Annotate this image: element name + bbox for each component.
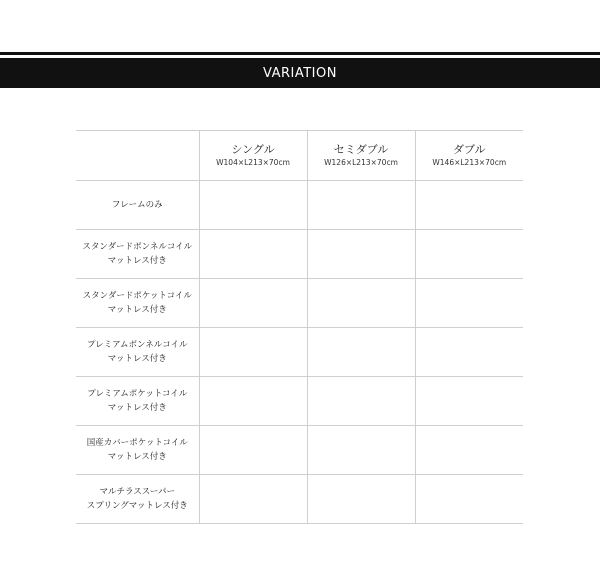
variation-table bbox=[76, 130, 523, 524]
variation-banner bbox=[0, 58, 600, 88]
size-dimensions: W126×L213×70cm bbox=[324, 158, 398, 167]
table-cell bbox=[415, 328, 523, 377]
top-rule bbox=[0, 52, 600, 55]
table-cell bbox=[307, 230, 415, 279]
table-cell bbox=[199, 475, 307, 524]
row-label-cell bbox=[76, 328, 199, 377]
table-row bbox=[76, 377, 523, 426]
row-label: 国産カバーポケットコイル マットレス付き bbox=[86, 438, 188, 462]
row-label: スタンダードポケットコイル マットレス付き bbox=[82, 291, 192, 315]
row-label-cell bbox=[76, 475, 199, 524]
table-header-row bbox=[76, 131, 523, 181]
column-header-single bbox=[199, 131, 307, 181]
table-row bbox=[76, 181, 523, 230]
row-label-cell bbox=[76, 426, 199, 475]
size-dimensions: W104×L213×70cm bbox=[216, 158, 290, 167]
size-name: ダブル bbox=[452, 143, 486, 156]
row-label-cell bbox=[76, 230, 199, 279]
row-label: プレミアムボンネルコイル マットレス付き bbox=[86, 340, 188, 364]
table-cell bbox=[415, 181, 523, 230]
corner-cell bbox=[76, 131, 199, 181]
table-cell bbox=[415, 377, 523, 426]
table-cell bbox=[199, 181, 307, 230]
row-label: フレームのみ bbox=[111, 200, 163, 210]
table-cell bbox=[199, 230, 307, 279]
row-label: スタンダードボンネルコイル マットレス付き bbox=[82, 242, 193, 266]
table-row bbox=[76, 328, 523, 377]
size-dimensions: W146×L213×70cm bbox=[432, 158, 507, 167]
table-cell bbox=[199, 328, 307, 377]
table-cell bbox=[199, 377, 307, 426]
row-label-cell bbox=[76, 279, 199, 328]
row-label-cell bbox=[76, 377, 199, 426]
row-label: プレミアムポケットコイル マットレス付き bbox=[87, 389, 188, 413]
table-cell bbox=[415, 279, 523, 328]
table-cell bbox=[307, 279, 415, 328]
row-label: マルチラススーパー スプリングマットレス付き bbox=[86, 487, 188, 511]
table-cell bbox=[307, 475, 415, 524]
table-row bbox=[76, 279, 523, 328]
table-cell bbox=[415, 475, 523, 524]
table-cell bbox=[199, 426, 307, 475]
table-cell bbox=[307, 426, 415, 475]
table-cell bbox=[199, 279, 307, 328]
size-name: シングル bbox=[231, 143, 275, 156]
row-label-cell bbox=[76, 181, 199, 230]
table-row bbox=[76, 426, 523, 475]
column-header-semi-double bbox=[307, 131, 415, 181]
table-row bbox=[76, 230, 523, 279]
table-cell bbox=[307, 181, 415, 230]
banner-title: VARIATION bbox=[263, 65, 337, 81]
table-cell bbox=[307, 328, 415, 377]
column-header-double bbox=[415, 131, 523, 181]
table-cell bbox=[415, 230, 523, 279]
size-name: セミダブル bbox=[333, 143, 389, 156]
table-row bbox=[76, 475, 523, 524]
table-cell bbox=[307, 377, 415, 426]
table-cell bbox=[415, 426, 523, 475]
